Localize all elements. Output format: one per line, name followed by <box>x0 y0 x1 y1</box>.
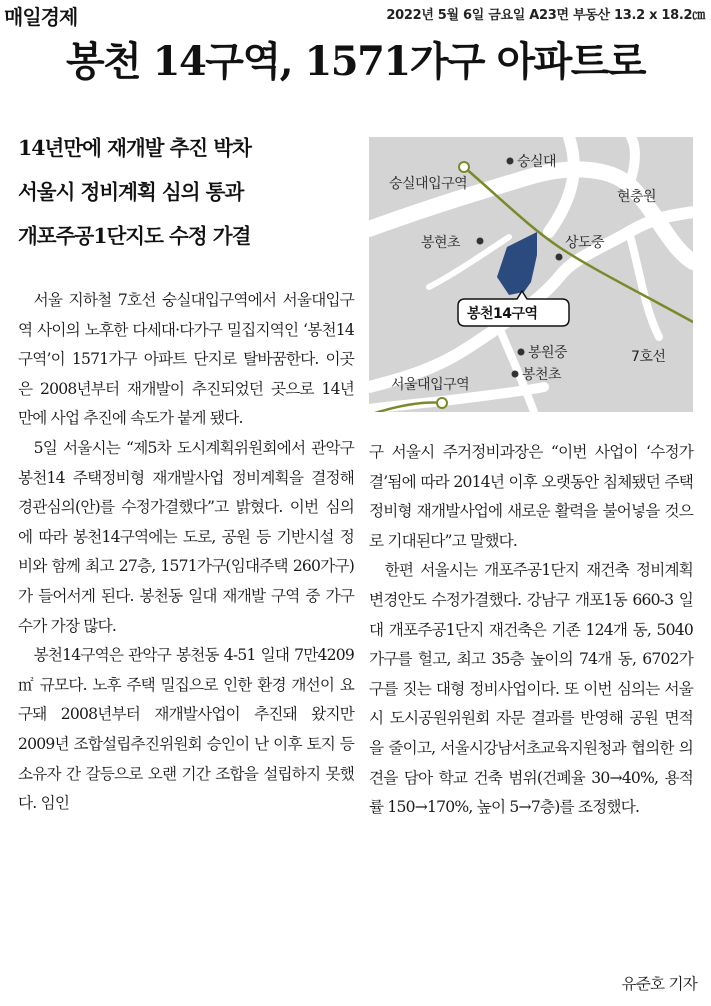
map-label-line7: 7호선 <box>631 349 666 365</box>
map-label-area: 봉천14구역 <box>467 306 538 322</box>
map-label-soongsil-univ: 숭실대 <box>517 154 557 170</box>
headline: 봉천 14구역, 1571가구 아파트로 <box>65 38 646 85</box>
byline: 유준호 기자 <box>621 975 697 993</box>
poi-dot <box>477 238 484 245</box>
poi-dot <box>512 371 519 378</box>
map-label-bongwon-middle: 봉원중 <box>528 345 568 361</box>
paragraph: 5일 서울시는 “제5차 도시계획위원회에서 관악구 봉천14 주택정비형 재개발사업 정비계획을 결정해 경관심의(안)를 수정가결했다”고 밝혔다. 이번 심의에 따라 봉천14구역에는 도로, 공원 등 기반시설 정비와 함께 최고 27층, 1571가구(임대주택 260가구)가 들어서게 된다. 봉천동 일대 재개발 구역 중 가구 수가 가장 많다. <box>18 438 354 635</box>
map-label-hyunchungwon: 현충원 <box>617 189 657 205</box>
paper-name: 매일경제 <box>4 5 78 29</box>
map-label-bonghyeon-elem: 봉현초 <box>421 235 461 251</box>
poi-dot <box>518 349 525 356</box>
poi-dot <box>556 254 563 261</box>
map-label-bongcheon-elem: 봉천초 <box>522 367 562 383</box>
paragraph: 구 서울시 주거정비과장은 “이번 사업이 ‘수정가결’됨에 따라 2014년 이후 오랫동안 침체됐던 주택정비형 재개발사업에 새로운 활력을 불어넣을 것으로 기대된다”고 말했다. <box>369 443 693 550</box>
road <box>629 137 635 185</box>
paragraph: 봉천14구역은 관악구 봉천동 4-51 일대 7만4209㎡ 규모다. 노후 주택 밀집으로 인한 환경 개선이 요구돼 2008년부터 재개발사업이 추진돼 왔지만 2009년 조합설립추진위원회 승인이 난 이후 토지 등 소유자 간 갈등으로 오랜 기간 조합을 설립하지 못했다. 임인 <box>18 646 354 813</box>
article-left-column <box>18 286 354 819</box>
soongsil-station-marker <box>459 162 469 172</box>
subheads <box>18 126 348 258</box>
map-label-soongsil-station: 숭실대입구역 <box>389 176 468 192</box>
article-right-column <box>369 438 693 823</box>
paragraph: 한편 서울시는 개포주공1단지 재건축 정비계획 변경안도 수정가결했다. 강남구 개포1동 660-3 일대 개포주공1단지 재건축은 기존 124개 동, 5040가구를 헐고, 최고 35층 높이의 74개 동, 6702가구를 짓는 대형 정비사업이다. 또 이번 심의는 서울시 도시공원위원회 자문 결과를 반영해 공원 면적을 줄이고, 서울시강남서초교육지원청과 협의한 의견을 담아 학교 건축 범위(건폐율 30→40%, 용적률 150→170%, 높이 5→7층)를 조정했다. <box>369 561 693 817</box>
issue-info: 2022년 5월 6일 금요일 A23면 부동산 13.2 x 18.2㎝ <box>386 8 705 23</box>
map-label-seoul-univ-station: 서울대입구역 <box>391 377 470 393</box>
subhead-1: 14년만에 재개발 추진 박차 <box>18 136 251 160</box>
paragraph: 서울 지하철 7호선 숭실대입구역에서 서울대입구역 사이의 노후한 다세대·다가구 밀집지역인 ‘봉천14구역’이 1571가구 아파트 단지로 탈바꿈한다. 이곳은 2008년부터 재개발이 추진되었던 곳으로 14년 만에 사업 추진에 속도가 붙게 됐다. <box>18 291 354 428</box>
poi-dot <box>507 158 514 165</box>
location-map <box>369 137 693 412</box>
seoul-univ-station-marker <box>437 398 447 408</box>
masthead <box>0 0 711 28</box>
subhead-3: 개포주공1단지도 수정 가결 <box>18 224 251 248</box>
map-label-sangdo-middle: 상도중 <box>565 235 605 251</box>
subhead-2: 서울시 정비계획 심의 통과 <box>18 180 244 204</box>
